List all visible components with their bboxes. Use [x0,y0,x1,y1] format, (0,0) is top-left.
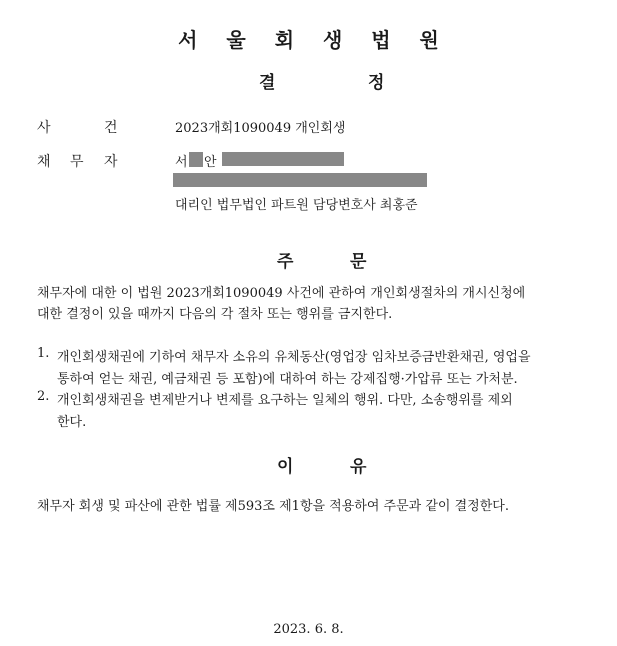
order-item-2-line-1: 개인회생채권을 변제받거나 변제를 요구하는 일체의 행위. 다만, 소송행위를 제외 [57,393,513,408]
reason-heading-right: 유 [350,457,367,477]
debtor-name-first: 서 [175,155,188,170]
debtor-label-char-2: 무 [70,154,84,170]
order-item-1-line-1: 개인회생채권에 기하여 채무자 소유의 유체동산(영업장 임차보증금반환채권, 영업을 [57,350,531,365]
case-number: 2023개회1090049 개인회생 [175,121,346,136]
redaction-address [173,173,427,187]
doc-title-left: 결 [259,73,276,93]
reason-text: 채무자 회생 및 파산에 관한 법률 제593조 제1항을 적용하여 주문과 같이 결정한다. [37,499,509,514]
order-item-1-line-2: 통하여 얻는 채권, 예금채권 등 포함)에 대하여 하는 강제집행·가압류 또는 가처분. [57,372,518,387]
order-item-2-line-2: 한다. [57,415,87,430]
order-item-2-number: 2. [37,389,50,404]
order-heading-right: 문 [350,252,367,272]
court-name: 서 울 회 생 법 원 [178,28,450,52]
case-label-char-2: 건 [104,120,118,136]
order-item-1-number: 1. [37,346,50,361]
debtor-counsel: 대리인 법무법인 파트원 담당변호사 최홍준 [175,198,418,213]
reason-heading-left: 이 [277,457,294,477]
debtor-name-second: 안 [204,155,217,170]
debtor-label-char-3: 자 [104,154,118,170]
decision-date: 2023. 6. 8. [273,622,344,637]
redaction-id [222,152,344,166]
doc-title-right: 정 [368,73,385,93]
order-heading-left: 주 [277,252,294,272]
redaction-name [189,152,203,167]
case-label-char-1: 사 [37,120,51,136]
order-intro-line-1: 채무자에 대한 이 법원 2023개회1090049 사건에 관하여 개인회생절차의 개시신청에 [37,286,526,301]
order-intro-line-2: 대한 결정이 있을 때까지 다음의 각 절차 또는 행위를 금지한다. [37,307,393,322]
debtor-label-char-1: 채 [37,154,51,170]
